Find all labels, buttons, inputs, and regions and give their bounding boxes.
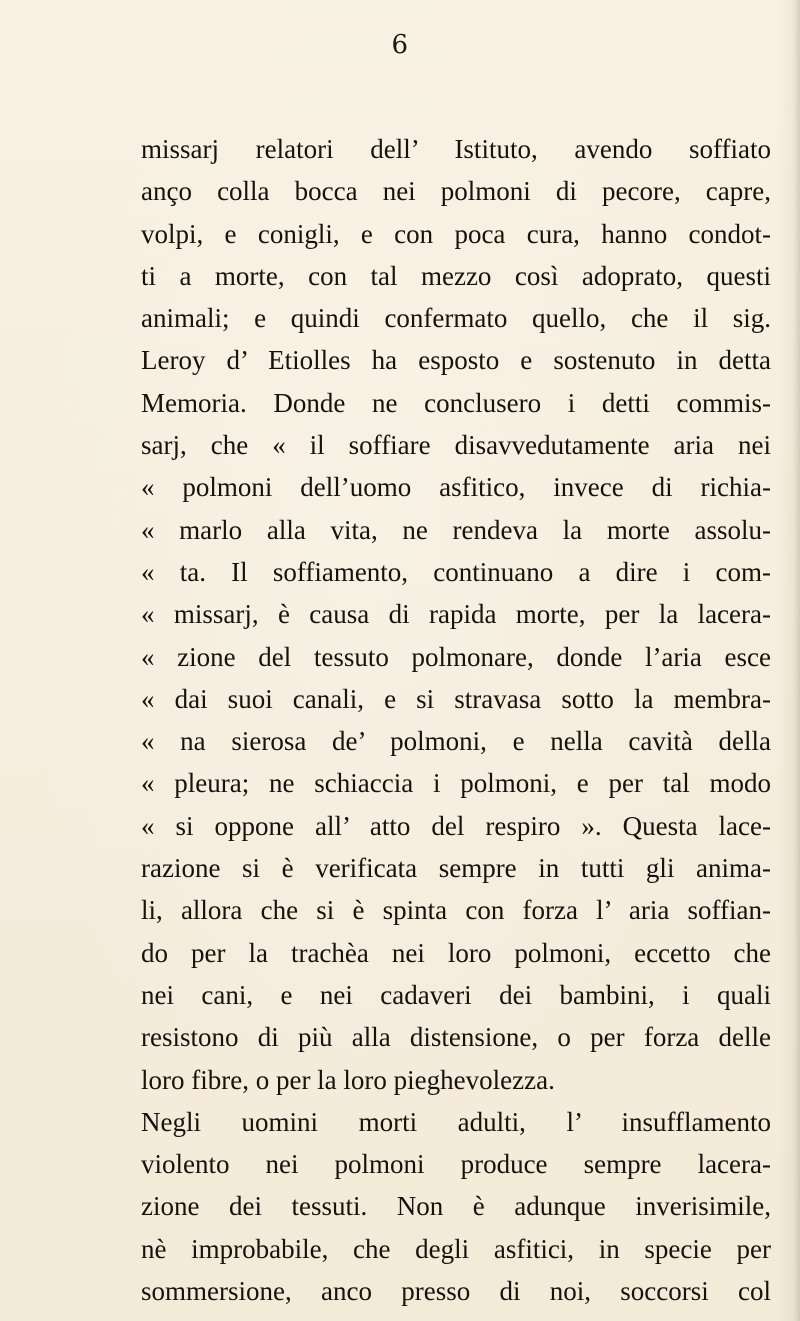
text-line: resistono di più alla distensione, o per forza delle: [141, 1022, 771, 1053]
text-line: Leroy d’ Etiolles ha esposto e sostenuto in detta: [141, 345, 771, 376]
text-line: ti a morte, con tal mezzo così adoprato, questi: [141, 260, 771, 291]
text-line: zione dei tessuti. Non è adunque inverisimile,: [141, 1191, 771, 1222]
text-line: nè improbabile, che degli asfitici, in specie per: [141, 1233, 771, 1264]
text-line: Negli uomini morti adulti, l’ insufflamento: [141, 1106, 771, 1137]
text-line: « marlo alla vita, ne rendeva la morte assolu-: [141, 514, 771, 545]
text-line: Memoria. Donde ne conclusero i detti commis-: [141, 387, 771, 418]
text-line: « na sierosa de’ polmoni, e nella cavità della: [141, 726, 771, 757]
text-line: « pleura; ne schiaccia i polmoni, e per tal modo: [141, 768, 771, 799]
text-line: anço colla bocca nei polmoni di pecore, capre,: [141, 176, 771, 207]
text-line: li, allora che si è spinta con forza l’ aria soffian-: [141, 895, 771, 926]
text-line: do per la trachèa nei loro polmoni, eccetto che: [141, 937, 771, 968]
body-text: [141, 128, 771, 1312]
text-line: « ta. Il soffiamento, continuano a dire i com-: [141, 556, 771, 587]
text-line: sarj, che « il soffiare disavvedutamente aria nei: [141, 430, 771, 461]
text-line: « polmoni dell’uomo asfitico, invece di richia-: [141, 472, 771, 503]
text-line: « si oppone all’ atto del respiro ». Questa lace-: [141, 810, 771, 841]
text-line: « zione del tessuto polmonare, donde l’aria esce: [141, 641, 771, 672]
page-number: 6: [391, 30, 409, 60]
text-line: volpi, e conigli, e con poca cura, hanno condot-: [141, 218, 771, 249]
text-line: « missarj, è causa di rapida morte, per la lacera-: [141, 599, 771, 630]
text-line: « dai suoi canali, e si stravasa sotto la membra-: [141, 683, 771, 714]
text-line: nei cani, e nei cadaveri dei bambini, i quali: [141, 979, 771, 1010]
text-line: missarj relatori dell’ Istituto, avendo soffiato: [141, 134, 771, 164]
text-line: animali; e quindi confermato quello, che il sig.: [141, 303, 771, 334]
text-line: loro fibre, o per la loro pieghevolezza.: [141, 1064, 555, 1095]
page-edge-shadow: [778, 0, 800, 1321]
text-line: violento nei polmoni produce sempre lacera-: [141, 1149, 771, 1180]
text-line: sommersione, anco presso di noi, soccorsi col: [141, 1276, 771, 1307]
text-line: razione si è verificata sempre in tutti gli anima-: [141, 853, 771, 884]
